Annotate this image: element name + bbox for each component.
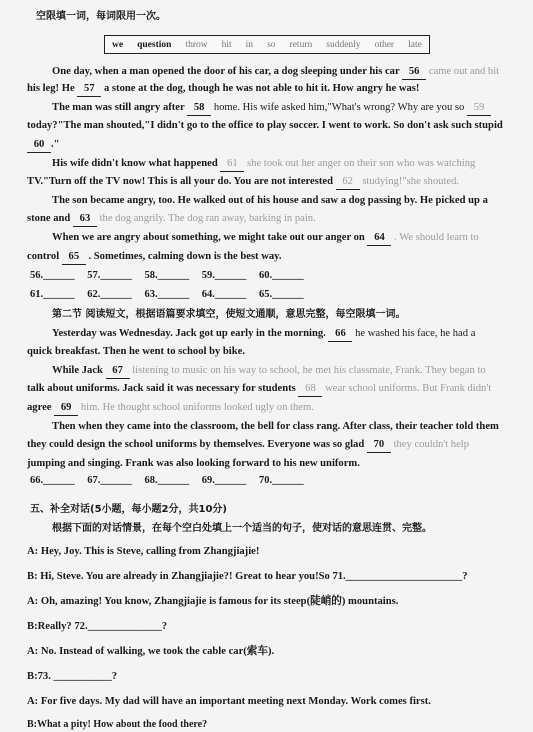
dialog-line: A: Hey, Joy. This is Steve, calling from Zhangjiajie! xyxy=(27,546,260,557)
answer-blank: 63.______ xyxy=(144,289,190,300)
text: they couldn't help xyxy=(393,439,470,450)
text: a stone at the dog, though he was not able to hit it. How angry he was! xyxy=(103,83,420,94)
text: studying!"she shouted. xyxy=(362,176,460,187)
text: agree xyxy=(27,402,52,413)
answer-row xyxy=(30,475,314,486)
answer-blank: 65.______ xyxy=(259,289,304,300)
blank-63: 63 xyxy=(73,212,97,227)
word-box-item: other xyxy=(374,39,395,50)
passage2-line xyxy=(27,401,314,416)
text: he washed his face, he had a xyxy=(355,328,476,339)
answer-blank: 62.______ xyxy=(87,289,132,300)
text: His wife didn't know what happened xyxy=(52,158,218,169)
text: quick breakfast. Then he went to school by bike. xyxy=(27,346,245,357)
text: home. His wife asked him,"What's wrong? Why are you so xyxy=(213,102,465,113)
text: ." xyxy=(51,139,60,150)
section5-heading: 五、补全对话(5小题，每小题2分，共10分) xyxy=(30,504,227,515)
passage2-line xyxy=(27,438,469,453)
word-box-item: in xyxy=(245,39,254,50)
text: Then when they came into the classroom, the bell for class rang. After class, their teacher told them xyxy=(52,421,499,432)
word-box-item: hit xyxy=(221,39,232,50)
word-box-item: return xyxy=(289,39,313,50)
text: today?"The man shouted,"I didn't go to the office to play soccer. I went to work. So don't ask such stupid xyxy=(27,120,503,131)
text: talk about uniforms. Jack said it was necessary for students xyxy=(27,383,296,394)
blank-57: 57 xyxy=(77,82,101,97)
blank-69: 69 xyxy=(54,401,78,416)
blank-64: 64 xyxy=(367,231,391,246)
passage2-line xyxy=(27,382,491,397)
text: listening to music on his way to school, he met his classmate, Frank. They began to xyxy=(132,365,486,376)
text: The man was still angry after xyxy=(52,102,185,113)
passage2-line xyxy=(52,327,475,342)
passage1-line xyxy=(52,231,479,246)
section-instruction: 空限填一词，每词限用一次。 xyxy=(36,11,166,22)
text: The son became angry, too. He walked out of his house and saw a dog passing by. He picked up a xyxy=(52,195,488,206)
answer-row xyxy=(30,289,314,300)
passage1-line xyxy=(27,212,316,227)
passage1-line xyxy=(52,101,491,116)
dialog-line: A: Oh, amazing! You know, Zhangjiajie is famous for its steep(陡峭的) mountains. xyxy=(27,596,399,607)
section2-heading: 第二节 阅读短文，根据语篇要求填空，使短文通顺，意思完整，每空限填一词。 xyxy=(52,309,406,320)
passage2-line xyxy=(27,345,245,359)
section5-instruction: 根据下面的对话情景，在每个空白处填上一个适当的句子，使对话的意思连贯、完整。 xyxy=(52,523,432,534)
dialog-line: A: No. Instead of walking, we took the cable car(索车). xyxy=(27,646,275,657)
passage1-line xyxy=(27,250,282,265)
word-box-item: throw xyxy=(185,39,208,50)
word-box xyxy=(104,35,430,54)
answer-blank: 56.______ xyxy=(30,270,75,281)
passage1-line xyxy=(27,138,60,153)
text: wear school uniforms. But Frank didn't xyxy=(325,383,492,394)
passage2-line xyxy=(52,364,486,379)
text: When we are angry about something, we might take out our anger on xyxy=(52,232,365,243)
answer-blank: 67.______ xyxy=(87,475,132,486)
passage1-line xyxy=(52,65,499,80)
text: . We should learn to xyxy=(394,232,479,243)
text: she took out her anger on their son who was watching xyxy=(247,158,476,169)
passage2-line xyxy=(27,457,360,471)
answer-blank: 58.______ xyxy=(144,270,190,281)
answer-blank: 68.______ xyxy=(144,475,190,486)
text: the dog angrily. The dog ran away, barking in pain. xyxy=(99,213,316,224)
answer-blank: 59.______ xyxy=(201,270,247,281)
answer-blank: 60.______ xyxy=(259,270,304,281)
answer-blank: 70.______ xyxy=(259,475,304,486)
answer-row xyxy=(30,270,314,281)
text: came out and bit xyxy=(428,66,500,77)
answer-blank: 64.______ xyxy=(201,289,247,300)
word-box-item: question xyxy=(137,39,172,50)
passage1-line xyxy=(27,119,503,133)
answer-blank: 66.______ xyxy=(30,475,75,486)
word-box-item: late xyxy=(408,39,422,50)
text: control xyxy=(27,251,60,262)
blank-68: 68 xyxy=(298,382,322,397)
passage1-line xyxy=(52,194,488,208)
dialog-line: B:Really? 72.______________? xyxy=(27,621,168,632)
blank-62: 62 xyxy=(336,175,360,190)
text: him. He thought school uniforms looked ugly on them. xyxy=(80,402,314,413)
passage1-line xyxy=(27,82,419,97)
dialog-line: B:What a pity! How about the food there? xyxy=(27,719,208,730)
blank-70: 70 xyxy=(367,438,391,453)
blank-67: 67 xyxy=(106,364,130,379)
blank-58: 58 xyxy=(187,101,211,116)
text: his leg! He xyxy=(27,83,75,94)
blank-61: 61 xyxy=(220,157,244,172)
dialog-line: B:73. ___________? xyxy=(27,671,118,682)
blank-60: 60 xyxy=(27,138,51,153)
word-box-item: suddenly xyxy=(326,39,361,50)
blank-65: 65 xyxy=(62,250,86,265)
word-box-item: we xyxy=(112,39,124,50)
text: TV."Turn off the TV now! This is all your do. You are not interested xyxy=(27,176,333,187)
dialog-line: A: For five days. My dad will have an important meeting next Monday. Work comes first. xyxy=(27,696,431,707)
text: Yesterday was Wednesday. Jack got up early in the morning. xyxy=(52,328,326,339)
passage2-line xyxy=(52,420,499,434)
blank-59: 59 xyxy=(467,101,491,116)
passage1-line xyxy=(27,175,459,190)
text: stone and xyxy=(27,213,71,224)
word-box-item: so xyxy=(267,39,276,50)
text: they could design the school uniforms by themselves. Everyone was so glad xyxy=(27,439,365,450)
answer-blank: 69.______ xyxy=(201,475,247,486)
answer-blank: 61.______ xyxy=(30,289,75,300)
blank-66: 66 xyxy=(328,327,352,342)
dialog-line: B: Hi, Steve. You are already in Zhangjiajie?! Great to hear you!So 71.______________________? xyxy=(27,571,468,582)
text: While Jack xyxy=(52,365,103,376)
passage1-line xyxy=(52,157,475,172)
text: . Sometimes, calming down is the best way. xyxy=(88,251,282,262)
text: One day, when a man opened the door of his car, a dog sleeping under his car xyxy=(52,66,400,77)
text: jumping and singing. Frank was also looking forward to his new uniform. xyxy=(27,458,360,469)
blank-56: 56 xyxy=(402,65,426,80)
answer-blank: 57.______ xyxy=(87,270,132,281)
